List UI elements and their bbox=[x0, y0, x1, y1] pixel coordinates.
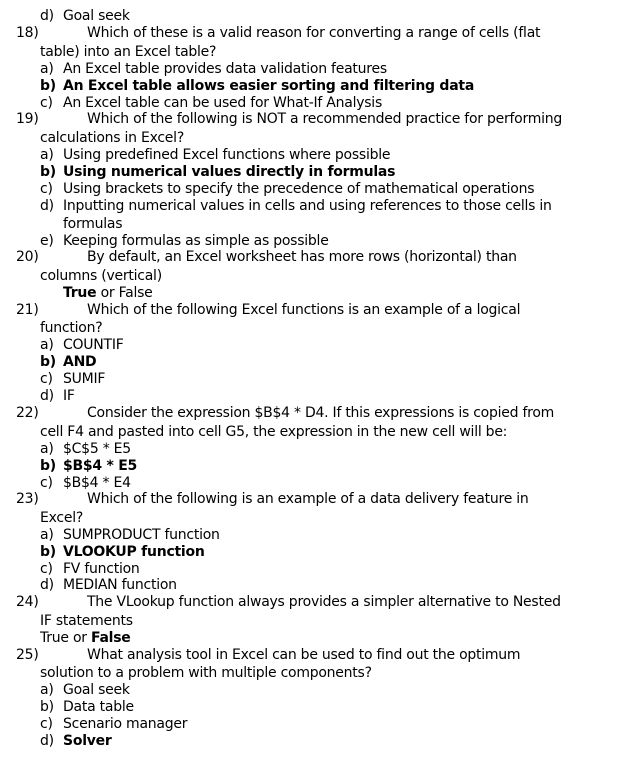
option-text: $C$5 * E5 bbox=[63, 441, 131, 457]
option-text: Inputting numerical values in cells and using references to those cells in bbox=[63, 198, 552, 214]
correct-option-text: VLOOKUP function bbox=[63, 544, 205, 560]
question-text-continued: columns (vertical) bbox=[40, 268, 162, 284]
option-text: Goal seek bbox=[63, 8, 130, 24]
false-label: False bbox=[90, 630, 131, 646]
question-text: Which of the following is NOT a recommended practice for performing bbox=[87, 111, 563, 127]
option-letter: d) bbox=[40, 8, 54, 24]
question-text: Which of the following Excel functions is an example of a logical bbox=[87, 302, 521, 318]
option-letter: c) bbox=[40, 371, 53, 387]
option-text: Data table bbox=[63, 699, 134, 715]
option-letter: a) bbox=[40, 682, 54, 698]
option-letter: c) bbox=[40, 716, 53, 732]
option-letter: c) bbox=[40, 561, 53, 577]
option-letter: b) bbox=[40, 699, 54, 715]
question-text-continued: calculations in Excel? bbox=[40, 130, 184, 146]
or-label: or bbox=[96, 285, 119, 301]
option-text: Scenario manager bbox=[63, 716, 188, 732]
option-text: FV function bbox=[63, 561, 140, 577]
true-label: True bbox=[40, 630, 69, 646]
question-number: 23) bbox=[16, 491, 39, 507]
correct-option-text: Solver bbox=[63, 733, 112, 749]
question-number: 20) bbox=[16, 249, 39, 265]
option-letter: d) bbox=[40, 577, 54, 593]
true-label: True bbox=[63, 285, 97, 301]
question-number: 18) bbox=[16, 25, 39, 41]
correct-option-text: $B$4 * E5 bbox=[63, 458, 138, 474]
option-letter: c) bbox=[40, 475, 53, 491]
question-text-continued: Excel? bbox=[40, 510, 84, 526]
correct-option-letter: b) bbox=[40, 164, 56, 180]
option-text: An Excel table can be used for What-If Analysis bbox=[63, 95, 382, 111]
false-label: False bbox=[118, 285, 153, 301]
question-text-continued: function? bbox=[40, 320, 103, 336]
true-false-answer bbox=[63, 285, 153, 302]
correct-option-text: Using numerical values directly in formulas bbox=[63, 164, 396, 180]
option-letter: a) bbox=[40, 147, 54, 163]
or-label: or bbox=[68, 630, 91, 646]
option-text: An Excel table provides data validation features bbox=[63, 61, 387, 77]
option-letter: a) bbox=[40, 337, 54, 353]
question-text-continued: cell F4 and pasted into cell G5, the expression in the new cell will be: bbox=[40, 424, 508, 440]
option-text-continued: formulas bbox=[63, 216, 123, 232]
option-text: Using predefined Excel functions where possible bbox=[63, 147, 391, 163]
true-false-answer bbox=[40, 630, 131, 647]
option-text: Keeping formulas as simple as possible bbox=[63, 233, 329, 249]
correct-option-text: An Excel table allows easier sorting and filtering data bbox=[63, 78, 475, 94]
option-letter: d) bbox=[40, 733, 54, 749]
option-text: Goal seek bbox=[63, 682, 130, 698]
question-number: 19) bbox=[16, 111, 39, 127]
correct-option-letter: b) bbox=[40, 458, 56, 474]
correct-option-text: AND bbox=[63, 354, 97, 370]
option-text: SUMIF bbox=[63, 371, 106, 387]
question-text: Which of these is a valid reason for converting a range of cells (flat bbox=[87, 25, 541, 41]
question-text-continued: table) into an Excel table? bbox=[40, 44, 217, 60]
option-text: Using brackets to specify the precedence of mathematical operations bbox=[63, 181, 535, 197]
question-text: The VLookup function always provides a simpler alternative to Nested bbox=[87, 594, 561, 610]
option-letter: a) bbox=[40, 527, 54, 543]
question-text: Consider the expression $B$4 * D4. If this expressions is copied from bbox=[87, 405, 555, 421]
option-letter: e) bbox=[40, 233, 54, 249]
option-text: COUNTIF bbox=[63, 337, 124, 353]
correct-option-letter: b) bbox=[40, 78, 56, 94]
option-text: $B$4 * E4 bbox=[63, 475, 131, 491]
question-text: Which of the following is an example of a data delivery feature in bbox=[87, 491, 529, 507]
option-letter: d) bbox=[40, 198, 54, 214]
option-letter: a) bbox=[40, 441, 54, 457]
correct-option-letter: b) bbox=[40, 544, 56, 560]
question-text: By default, an Excel worksheet has more rows (horizontal) than bbox=[87, 249, 517, 265]
question-number: 22) bbox=[16, 405, 39, 421]
correct-option-letter: b) bbox=[40, 354, 56, 370]
option-letter: d) bbox=[40, 388, 54, 404]
option-text: MEDIAN function bbox=[63, 577, 177, 593]
question-text: What analysis tool in Excel can be used to find out the optimum bbox=[87, 647, 521, 663]
option-text: SUMPRODUCT function bbox=[63, 527, 220, 543]
option-text: IF bbox=[63, 388, 75, 404]
question-number: 25) bbox=[16, 647, 39, 663]
option-letter: c) bbox=[40, 95, 53, 111]
option-letter: a) bbox=[40, 61, 54, 77]
question-number: 24) bbox=[16, 594, 39, 610]
question-text-continued: IF statements bbox=[40, 613, 133, 629]
option-letter: c) bbox=[40, 181, 53, 197]
question-number: 21) bbox=[16, 302, 39, 318]
question-text-continued: solution to a problem with multiple components? bbox=[40, 665, 372, 681]
